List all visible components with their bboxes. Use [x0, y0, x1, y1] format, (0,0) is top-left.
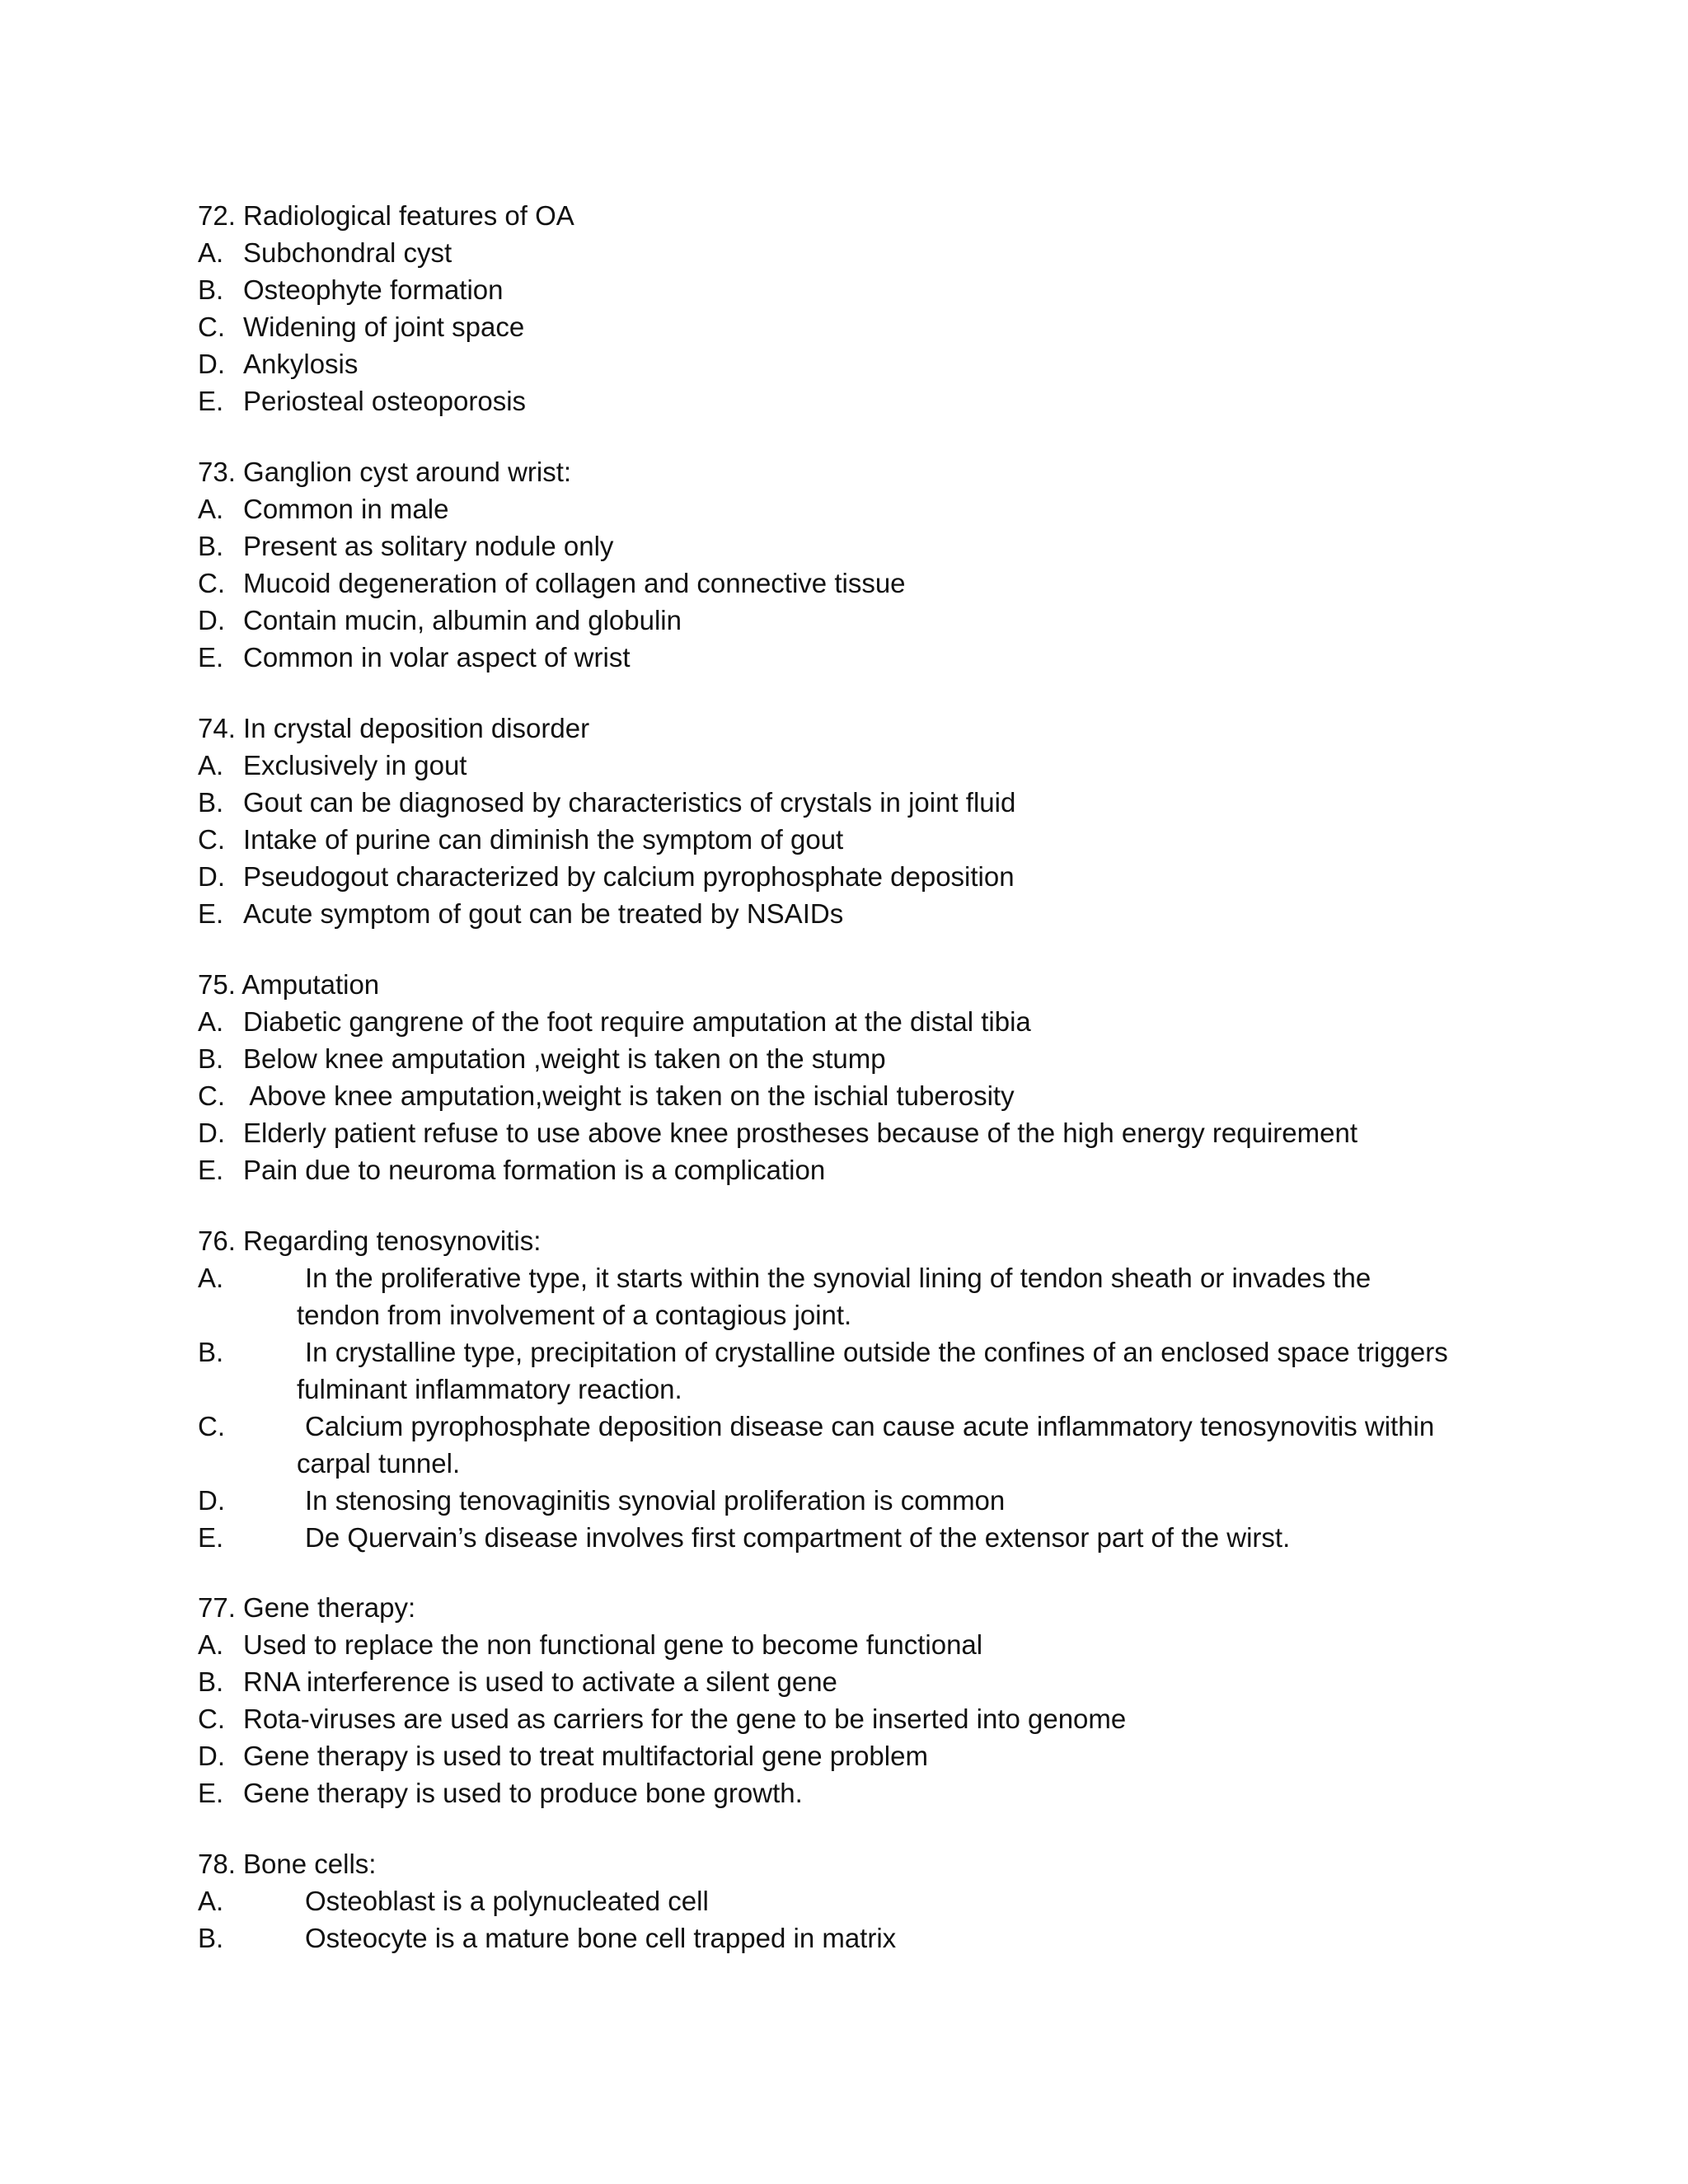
option-letter: E. [198, 642, 224, 673]
option-text: Gene therapy is used to treat multifactorial gene problem [243, 1741, 928, 1771]
option-text: Contain mucin, albumin and globulin [243, 605, 682, 635]
option-letter: C. [198, 1411, 225, 1441]
option-text: Common in male [243, 494, 449, 524]
option-text: Osteoblast is a polynucleated cell [305, 1886, 709, 1916]
option-text: In crystalline type, precipitation of crystalline outside the confines of an enclosed space triggers [305, 1337, 1448, 1367]
option-c [198, 565, 1533, 602]
option-a [198, 1626, 1533, 1663]
option-letter: C. [198, 1704, 225, 1734]
option-text: Elderly patient refuse to use above knee prostheses because of the high energy requirement [243, 1118, 1358, 1148]
question-77 [198, 1589, 1533, 1811]
option-a [198, 747, 1533, 784]
option-text: De Quervain’s disease involves first compartment of the extensor part of the wirst. [305, 1522, 1291, 1553]
option-text: Ankylosis [243, 349, 359, 379]
option-text: Above knee amputation,weight is taken on the ischial tuberosity [243, 1080, 1015, 1111]
option-d [198, 1114, 1533, 1151]
option-letter: E. [198, 1155, 224, 1185]
question-74 [198, 710, 1533, 932]
option-letter: C. [198, 824, 225, 855]
option-letter: E. [198, 1522, 224, 1553]
option-c-continuation: carpal tunnel. [297, 1448, 461, 1479]
question-title: 78. Bone cells: [198, 1849, 377, 1879]
question-title: 76. Regarding tenosynovitis: [198, 1226, 542, 1256]
option-text: Calcium pyrophosphate deposition disease can cause acute inflammatory tenosynovitis within [305, 1411, 1435, 1441]
option-text: Present as solitary nodule only [243, 531, 614, 561]
option-letter: C. [198, 1080, 225, 1111]
option-e [198, 1519, 1533, 1556]
question-76 [198, 1222, 1533, 1556]
option-text: Acute symptom of gout can be treated by NSAIDs [243, 898, 844, 929]
option-text: Pseudogout characterized by calcium pyrophosphate deposition [243, 861, 1015, 892]
option-a [198, 1003, 1533, 1040]
option-text: Periosteal osteoporosis [243, 386, 527, 416]
option-e [198, 382, 1533, 419]
option-text: Rota-viruses are used as carriers for the gene to be inserted into genome [243, 1704, 1127, 1734]
option-b [198, 271, 1533, 308]
option-letter: D. [198, 861, 225, 892]
option-letter: A. [198, 237, 224, 268]
option-letter: D. [198, 1741, 225, 1771]
option-text: Diabetic gangrene of the foot require amputation at the distal tibia [243, 1006, 1031, 1037]
question-title: 74. In crystal deposition disorder [198, 713, 590, 743]
option-d [198, 1482, 1533, 1519]
option-letter: A. [198, 1629, 224, 1660]
option-letter: C. [198, 568, 225, 598]
option-letter: D. [198, 1485, 225, 1516]
option-b [198, 527, 1533, 565]
option-text: RNA interference is used to activate a silent gene [243, 1666, 837, 1697]
option-d [198, 858, 1533, 895]
option-text: Subchondral cyst [243, 237, 452, 268]
option-text: Mucoid degeneration of collagen and connective tissue [243, 568, 906, 598]
option-letter: B. [198, 787, 224, 818]
option-e [198, 639, 1533, 676]
option-b [198, 784, 1533, 821]
option-text: Used to replace the non functional gene to become functional [243, 1629, 983, 1660]
option-c [198, 308, 1533, 345]
option-letter: E. [198, 386, 224, 416]
option-a-continuation: tendon from involvement of a contagious joint. [297, 1300, 852, 1330]
question-title: 72. Radiological features of OA [198, 200, 574, 231]
option-letter: B. [198, 1337, 224, 1367]
option-letter: E. [198, 1778, 224, 1808]
question-72 [198, 197, 1533, 419]
option-a [198, 490, 1533, 527]
option-d [198, 602, 1533, 639]
option-letter: D. [198, 1118, 225, 1148]
option-b [198, 1333, 1533, 1371]
option-letter: A. [198, 1006, 224, 1037]
option-letter: B. [198, 1666, 224, 1697]
option-letter: B. [198, 1923, 224, 1953]
option-letter: E. [198, 898, 224, 929]
option-letter: D. [198, 349, 225, 379]
option-text: Pain due to neuroma formation is a complication [243, 1155, 826, 1185]
question-title: 73. Ganglion cyst around wrist: [198, 457, 572, 487]
option-a [198, 1882, 1533, 1919]
option-e [198, 1774, 1533, 1811]
option-c [198, 821, 1533, 858]
option-letter: D. [198, 605, 225, 635]
option-text: Osteophyte formation [243, 274, 504, 305]
option-c [198, 1077, 1533, 1114]
option-c [198, 1700, 1533, 1737]
option-text: Osteocyte is a mature bone cell trapped in matrix [305, 1923, 897, 1953]
question-73 [198, 453, 1533, 676]
option-text: Below knee amputation ,weight is taken on the stump [243, 1043, 886, 1074]
option-letter: A. [198, 1263, 224, 1293]
option-d [198, 1737, 1533, 1774]
option-a [198, 234, 1533, 271]
option-letter: B. [198, 531, 224, 561]
option-d [198, 345, 1533, 382]
option-text: Gout can be diagnosed by characteristics of crystals in joint fluid [243, 787, 1016, 818]
option-text: Exclusively in gout [243, 750, 467, 780]
option-letter: C. [198, 312, 225, 342]
option-text: Gene therapy is used to produce bone growth. [243, 1778, 803, 1808]
option-text: In stenosing tenovaginitis synovial proliferation is common [305, 1485, 1006, 1516]
question-title: 77. Gene therapy: [198, 1592, 416, 1623]
option-letter: A. [198, 750, 224, 780]
option-text: In the proliferative type, it starts within the synovial lining of tendon sheath or invades the [305, 1263, 1372, 1293]
option-letter: A. [198, 1886, 224, 1916]
option-text: Widening of joint space [243, 312, 525, 342]
option-a [198, 1259, 1533, 1296]
option-b [198, 1663, 1533, 1700]
option-text: Intake of purine can diminish the symptom of gout [243, 824, 844, 855]
option-c [198, 1408, 1533, 1445]
option-b [198, 1919, 1533, 1957]
option-letter: B. [198, 1043, 224, 1074]
question-title: 75. Amputation [198, 969, 380, 1000]
question-75 [198, 966, 1533, 1188]
option-letter: A. [198, 494, 224, 524]
question-78 [198, 1845, 1533, 1957]
option-letter: B. [198, 274, 224, 305]
option-e [198, 895, 1533, 932]
option-b-continuation: fulminant inflammatory reaction. [297, 1374, 682, 1404]
option-e [198, 1151, 1533, 1188]
option-b [198, 1040, 1533, 1077]
option-text: Common in volar aspect of wrist [243, 642, 631, 673]
